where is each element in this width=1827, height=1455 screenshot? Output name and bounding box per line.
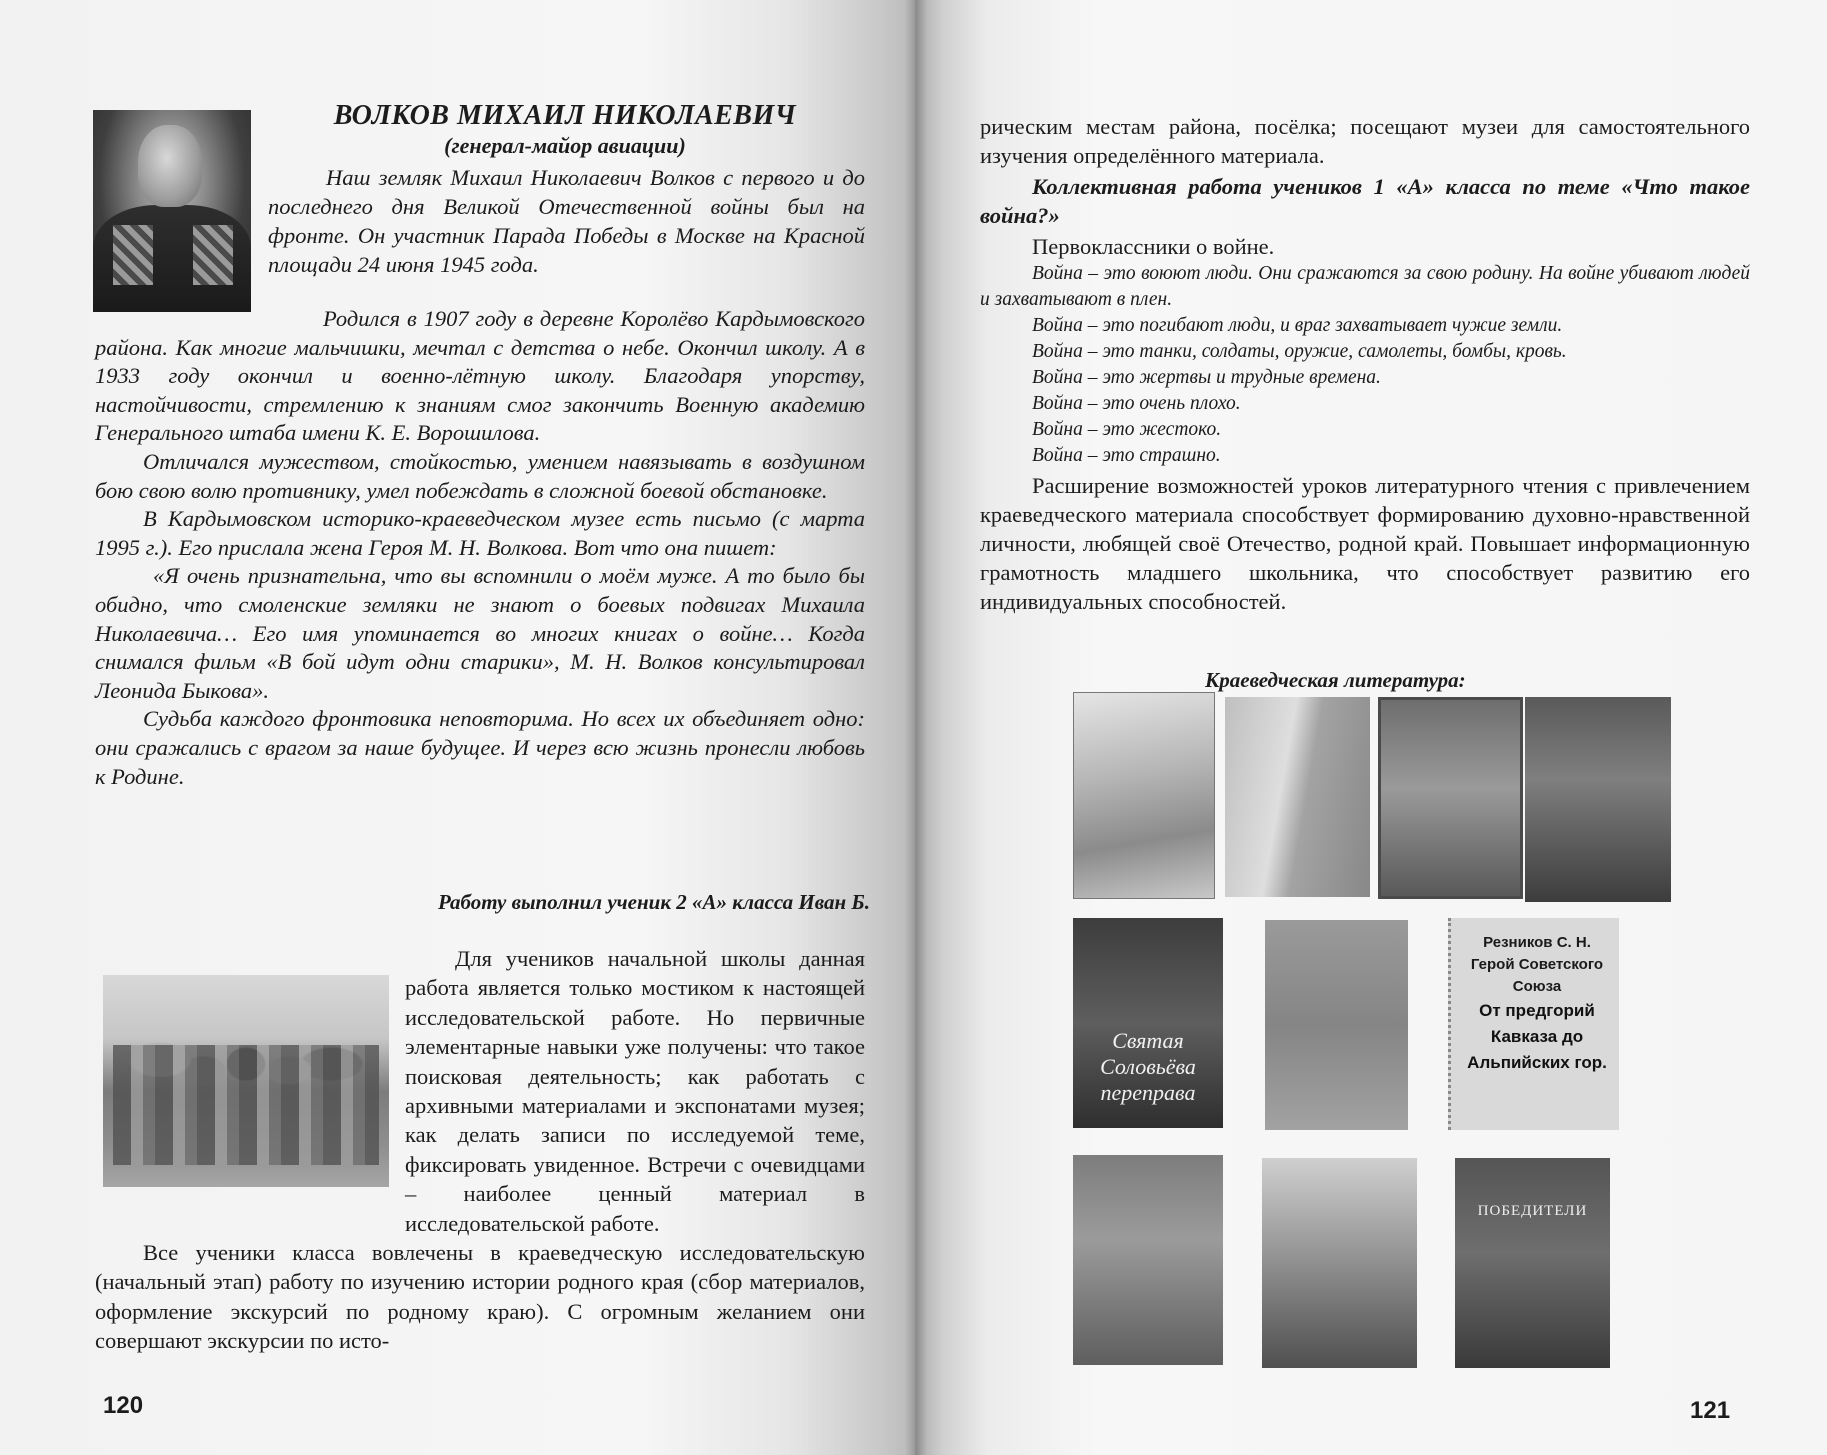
war-answer: Война – это жестоко. — [1032, 419, 1222, 440]
conclusion-paragraph: Расширение возможностей уроков литературного чтения с привлечением краеведческого материала способствует формированию духовно-нравственной личности, любящей своё Отечество, родной край. Повышает информационную грамотность младшего школьника, что способствует развитию его индивидуальных способностей. — [980, 473, 1750, 614]
school-text-wrapped — [405, 944, 865, 1238]
bio-paragraph: Родился в 1907 году в деревне Королёво Кардымовского района. Как многие мальчишки, мечтал с детства о небе. Окончил школу. А в 1933 году окончил и военно-лётную школу. Благодаря упорству, настойчивости, стремлению к знаниям смог закончить Военную академию Генерального штаба имени К. Е. Ворошилова. — [95, 306, 865, 446]
literature-caption: Краеведческая литература: — [1205, 668, 1466, 692]
bio-paragraph: Отличался мужеством, стойкостью, умением навязывать в воздушном бою свою волю противнику, умел побеждать в сложной боевой обстановке. — [95, 448, 865, 503]
school-text-full — [95, 1238, 865, 1356]
book-cover-4 — [1525, 697, 1671, 902]
book-cover-author — [1457, 932, 1617, 998]
book-cover-6 — [1265, 920, 1408, 1130]
collective-work-heading: Коллективная работа учеников 1 «А» класса по теме «Что такое война?» — [980, 174, 1750, 228]
book-cover-title: ПОБЕДИТЕЛИ — [1477, 1203, 1588, 1219]
bio-quote: «Я очень признательна, что вы вспомнили о моём муже. А то было бы обидно, что смоленские земляки не знают о боевых подвигах Михаила Николаевича… Его имя упоминается во многих книгах о войне… Когда снимался фильм «В бой идут одни старики», М. Н. Волков консультировал Леонида Быкова». — [95, 563, 865, 703]
continuation-paragraph: рическим местам района, посёлка; посещают музеи для самостоятельного изучения определённого материала. — [980, 114, 1750, 168]
book-cover-title: Святая Соловьёва переправа — [1100, 1028, 1196, 1105]
right-page-text — [980, 112, 1750, 616]
book-gutter — [905, 0, 927, 1455]
book-cover-8 — [1073, 1155, 1223, 1365]
article-subtitle: (генерал-майор авиации) — [444, 133, 686, 158]
school-research-text — [95, 944, 865, 1356]
bio-paragraph: В Кардымовском историко-краеведческом музее есть письмо (с марта 1995 г.). Его прислала жена Героя М. Н. Волкова. Вот что она пишет: — [95, 506, 865, 560]
book-cover-1 — [1073, 692, 1215, 899]
war-answers-list — [980, 261, 1750, 469]
book-cover-3 — [1378, 697, 1523, 899]
portrait-medals-right — [193, 225, 233, 285]
school-paragraph: Для учеников начальной школы данная работа является только мостиком к настоящей исследовательской работе. Но первичные элементарные навыки уже получены: что такое поисковая деятельность; как работать с архивными материалами и экспонатами музея; как делать записи по исследуемой теме, фиксировать увиденное. Встречи с очевидцами – наиболее ценный материал в исследовательской работе. — [405, 946, 865, 1236]
war-answer: Война – это погибают люди, и враг захватывает чужие земли. — [1032, 315, 1563, 336]
war-answer: Война – это очень плохо. — [1032, 393, 1241, 414]
war-answer: Война – это воюют люди. Они сражаются за свою родину. На войне убивают людей и захватывают в плен. — [980, 263, 1750, 310]
page-number-left: 120 — [103, 1392, 144, 1419]
book-cover-9 — [1262, 1158, 1417, 1368]
article-title: ВОЛКОВ МИХАИЛ НИКОЛАЕВИЧ — [333, 100, 797, 131]
portrait-face — [138, 125, 202, 207]
portrait-medals-left — [113, 225, 153, 285]
book-cover-10 — [1455, 1158, 1610, 1368]
bio-paragraph: Судьба каждого фронтовика неповторима. Но всех их объединяет одно: они сражались с врагом за наше будущее. И через всю жизнь пронесли любовь к Родине. — [95, 706, 865, 789]
book-cover-2 — [1225, 697, 1370, 897]
book-cover-7 — [1448, 918, 1619, 1130]
war-answer: Война – это жертвы и трудные времена. — [1032, 367, 1381, 388]
bio-intro — [268, 163, 865, 279]
work-signature: Работу выполнил ученик 2 «А» класса Иван Б. — [437, 890, 870, 914]
book-cover-title: От предгорий Кавказа до Альпийских гор. — [1467, 1001, 1607, 1072]
book-cover-5 — [1073, 918, 1223, 1128]
page-number-right: 121 — [1690, 1397, 1731, 1424]
portrait-photo — [93, 110, 251, 312]
first-graders-intro: Первоклассники о войне. — [1032, 234, 1275, 259]
bio-body — [95, 305, 865, 791]
school-paragraph: Все ученики класса вовлечены в краеведческую исследовательскую (начальный этап) работу по изучению истории родного края (сбор материалов, оформление экскурсий по родному краю). С огромным желанием они совершают экскурсии по исто- — [95, 1240, 865, 1354]
bio-intro-paragraph: Наш земляк Михаил Николаевич Волков с первого и до последнего дня Великой Отечественной войны был на фронте. Он участник Парада Победы в Москве на Красной площади 24 июня 1945 года. — [268, 165, 865, 277]
book-cover-author-name: Резников С. Н. — [1483, 934, 1591, 951]
war-answer: Война – это танки, солдаты, оружие, самолеты, бомбы, кровь. — [1032, 341, 1567, 362]
war-answer: Война – это страшно. — [1032, 445, 1221, 466]
book-cover-author-rank: Герой Советского Союза — [1470, 956, 1604, 995]
